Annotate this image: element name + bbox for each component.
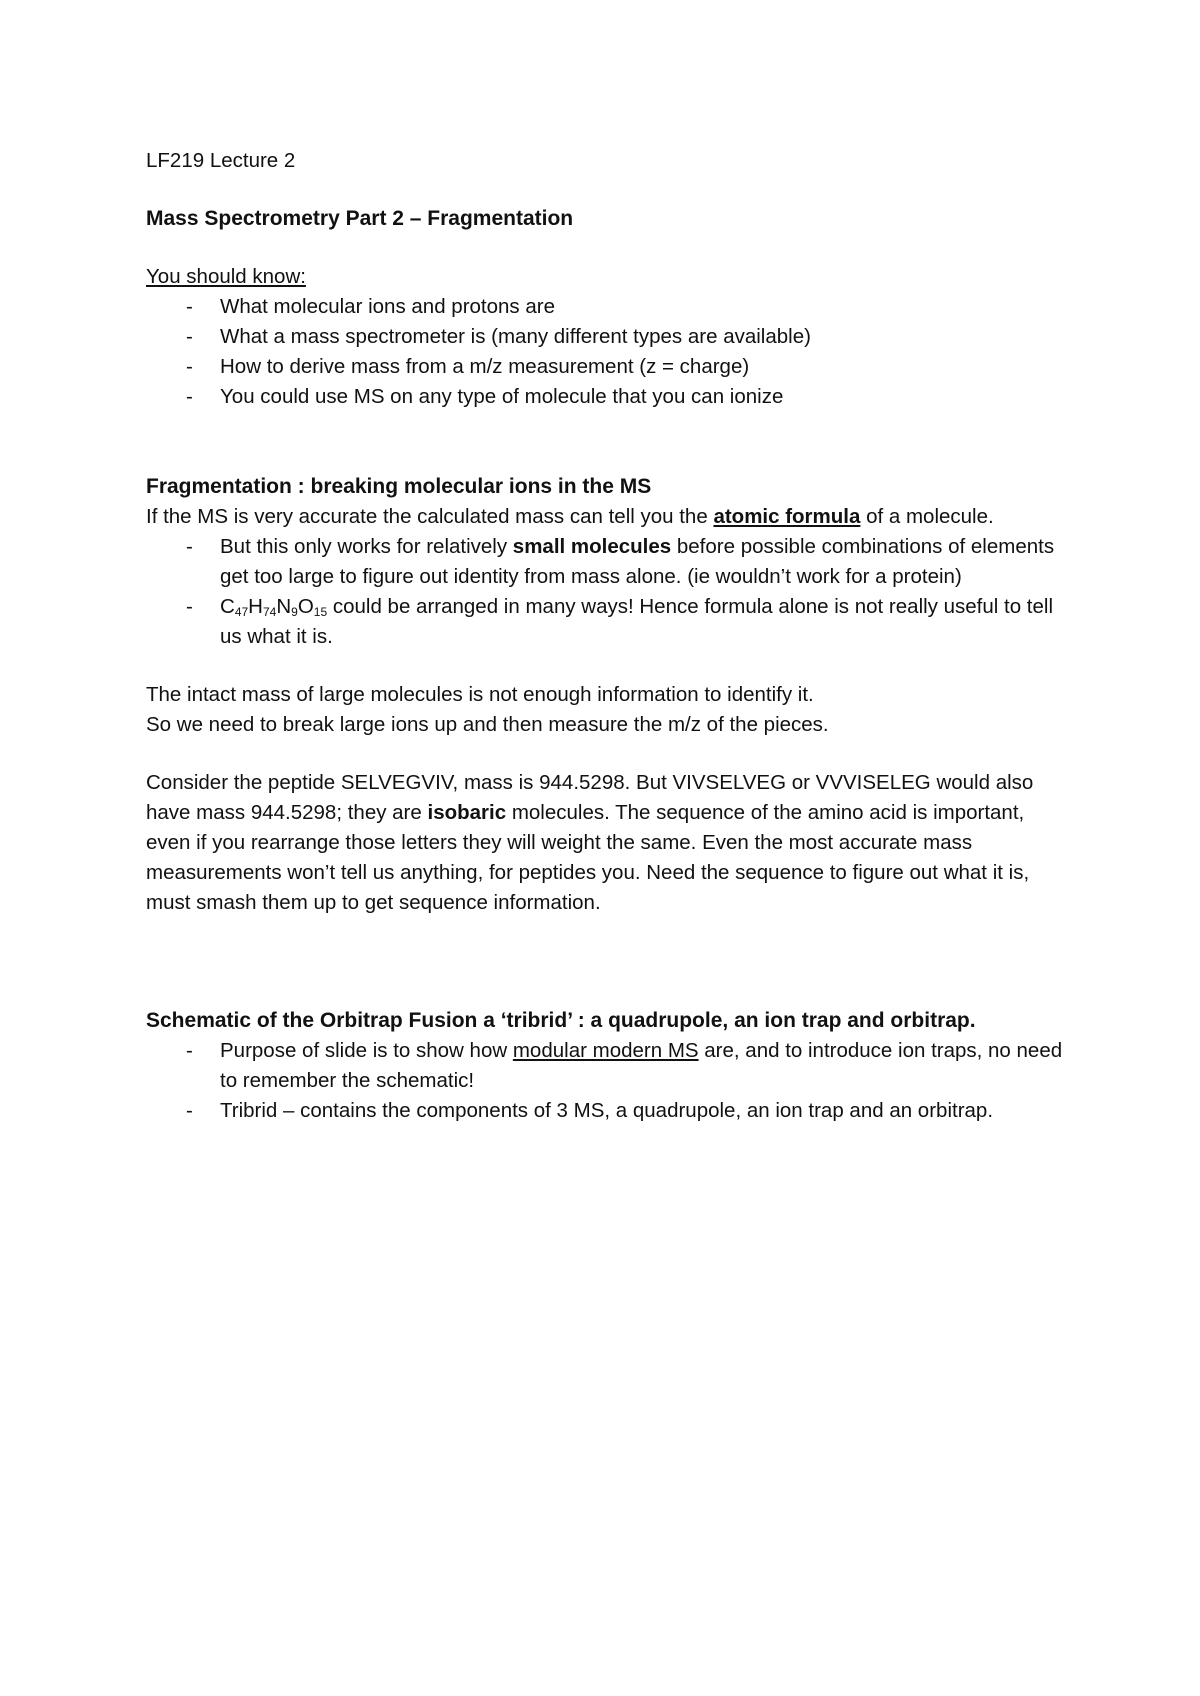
bullet-text-end: are, and to introduce ion traps, no need to remember the schematic! xyxy=(220,1039,1063,1092)
know-item: - You could use MS on any type of molecule that you can ionize xyxy=(146,382,1066,412)
atomic-formula-term: atomic formula xyxy=(713,505,861,528)
know-item: - How to derive mass from a m/z measurement (z = charge) xyxy=(146,352,1066,382)
know-heading: You should know: xyxy=(146,265,306,288)
paragraph-text-end: molecules. The sequence of the amino acid is important, even if you rearrange those letters they will weight the same. Even the most accurate mass measurements won’t tell us anything, for peptides you. Need the sequence to figure out what it is, must smash them up to get sequence information. xyxy=(146,801,1030,914)
fragmentation-intro xyxy=(146,502,1066,532)
fragmentation-heading: Fragmentation : breaking molecular ions in the MS xyxy=(146,475,652,498)
intro-text-end: of a molecule. xyxy=(860,505,994,528)
fragmentation-list xyxy=(146,532,1066,652)
element-symbol: N xyxy=(276,595,292,618)
bullet-text: But this only works for relatively xyxy=(220,535,513,558)
intro-text: If the MS is very accurate the calculated mass can tell you the xyxy=(146,505,714,528)
element-count: 15 xyxy=(313,605,328,619)
orbitrap-list xyxy=(146,1036,1066,1126)
intact-mass-line: The intact mass of large molecules is not enough information to identify it. xyxy=(146,683,814,706)
element-count: 47 xyxy=(234,605,249,619)
element-count: 9 xyxy=(291,605,298,619)
know-item: - What a mass spectrometer is (many different types are available) xyxy=(146,322,1066,352)
fragmentation-item xyxy=(146,592,1066,652)
know-list xyxy=(146,292,1066,412)
bullet-text: Purpose of slide is to show how xyxy=(220,1039,513,1062)
orbitrap-item: - Tribrid – contains the components of 3 MS, a quadrupole, an ion trap and an orbitrap. xyxy=(146,1096,1066,1126)
chemical-formula xyxy=(220,595,327,618)
orbitrap-item xyxy=(146,1036,1066,1096)
orbitrap-heading: Schematic of the Orbitrap Fusion a ‘tribrid’ : a quadrupole, an ion trap and orbitrap. xyxy=(146,1009,976,1032)
course-line: LF219 Lecture 2 xyxy=(146,149,296,172)
element-symbol: C xyxy=(220,595,235,618)
fragmentation-item xyxy=(146,532,1066,592)
know-item: - What molecular ions and protons are xyxy=(146,292,1066,322)
paragraph-text: Consider the peptide SELVEGVIV, mass is 944.5298. But VIVSELVEG or VVVISELEG would also have mass 944.5298; they are xyxy=(146,771,1034,824)
modular-ms-term: modular modern MS xyxy=(512,1039,699,1062)
page-title: Mass Spectrometry Part 2 – Fragmentation xyxy=(146,207,574,230)
peptide-paragraph xyxy=(146,768,1066,918)
bullet-text-end: before possible combinations of elements get too large to figure out identity from mass alone. (ie wouldn’t work for a protein) xyxy=(220,535,1055,588)
element-symbol: O xyxy=(297,595,314,618)
bullet-text-end: could be arranged in many ways! Hence formula alone is not really useful to tell us what it is. xyxy=(220,595,1054,648)
break-ions-line: So we need to break large ions up and then measure the m/z of the pieces. xyxy=(146,713,829,736)
document-body xyxy=(146,146,1066,1126)
isobaric-term: isobaric xyxy=(427,801,507,824)
small-molecules-term: small molecules xyxy=(512,535,672,558)
element-count: 74 xyxy=(262,605,277,619)
element-symbol: H xyxy=(248,595,263,618)
